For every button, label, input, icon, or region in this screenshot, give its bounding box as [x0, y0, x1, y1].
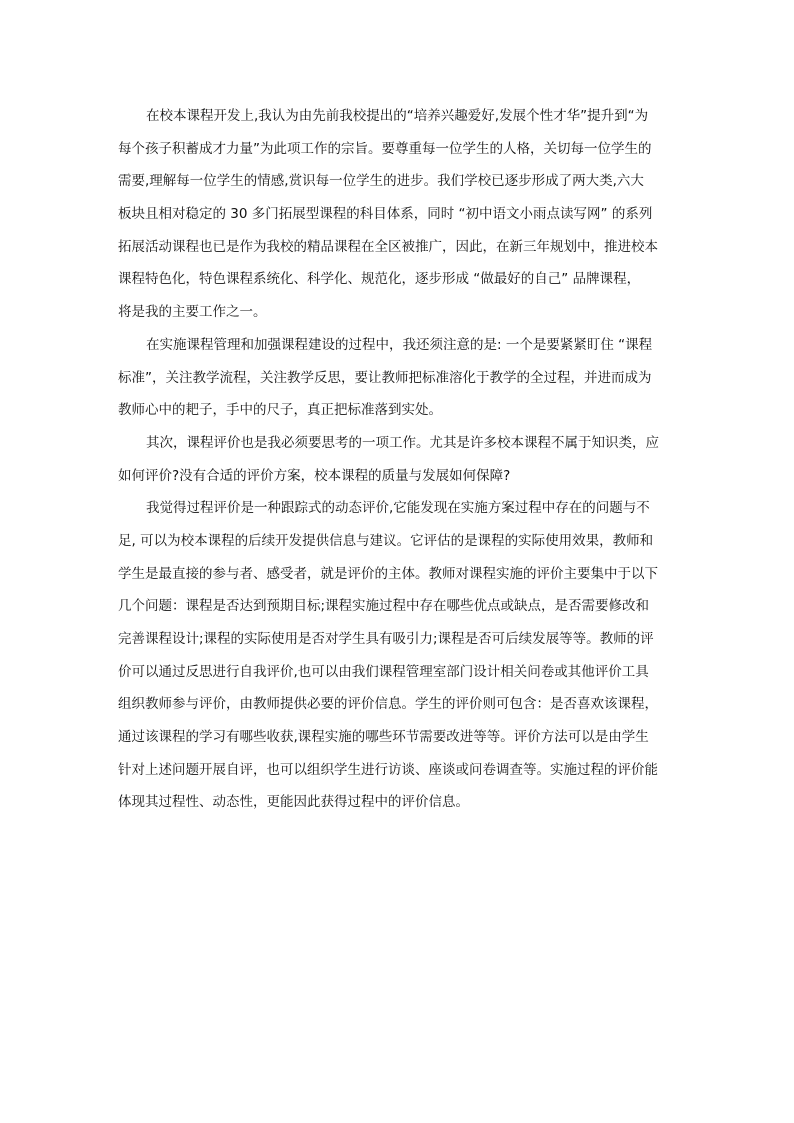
- paragraph-curriculum-development: [118, 100, 678, 329]
- text-line: 板块且相对稳定的 30 多门拓展型课程的科目体系，同时 “初中语文小雨点读写网” 的系列: [118, 206, 653, 223]
- paragraph-curriculum-management: [118, 329, 678, 427]
- text-line: 组织教师参与评价，由教师提供必要的评价信息。学生的评价则可包含：是否喜欢该课程，: [118, 696, 658, 713]
- text-line: 足, 可以为校本课程的后续开发提供信息与建议。它评估的是课程的实际使用效果，教师和: [118, 532, 654, 549]
- text-line: 在实施课程管理和加强课程建设的过程中，我还须注意的是: 一个是要紧紧盯住 “课程: [146, 336, 653, 353]
- text-line: 体现其过程性、动态性，更能因此获得过程中的评价信息。: [118, 794, 469, 811]
- text-line: 拓展活动课程也已是作为我校的精品课程在全区被推广，因此，在新三年规划中，推进校本: [118, 238, 658, 255]
- text-line: 将是我的主要工作之一。: [118, 304, 267, 321]
- text-line: 价可以通过反思进行自我评价,也可以由我们课程管理室部门设计相关问卷或其他评价工具: [118, 663, 649, 680]
- text-line: 完善课程设计;课程的实际使用是否对学生具有吸引力;课程是否可后续发展等等。教师的评: [118, 631, 654, 647]
- text-line: 课程特色化，特色课程系统化、科学化、规范化，逐步形成 “做最好的自己” 品牌课程，: [118, 271, 641, 288]
- paragraph-process-evaluation: [118, 492, 678, 819]
- text-line: 其次，课程评价也是我必须要思考的一项工作。尤其是许多校本课程不属于知识类，应: [146, 434, 659, 451]
- text-line: 需要,理解每一位学生的情感,赏识每一位学生的进步。我们学校已逐步形成了两大类,六大: [118, 173, 644, 190]
- text-line: 在校本课程开发上,我认为由先前我校提出的“培养兴趣爱好,发展个性才华”提升到“为: [146, 108, 649, 124]
- text-line: 教师心中的耙子，手中的尺子，真正把标准落到实处。: [118, 402, 442, 419]
- text-line: 通过该课程的学习有哪些收获,课程实施的哪些环节需要改进等等。评价方法可以是由学生: [118, 729, 649, 746]
- text-line: 学生是最直接的参与者、感受者，就是评价的主体。教师对课程实施的评价主要集中于以下: [118, 565, 658, 582]
- text-line: 每个孩子积蓄成才力量”为此项工作的宗旨。要尊重每一位学生的人格，关切每一位学生的: [118, 140, 652, 157]
- text-line: 如何评价?没有合适的评价方案，校本课程的质量与发展如何保障?: [118, 467, 511, 484]
- text-line: 针对上述问题开展自评，也可以组织学生进行访谈、座谈或问卷调查等。实施过程的评价能: [118, 761, 658, 778]
- text-line: 我觉得过程评价是一种跟踪式的动态评价,它能发现在实施方案过程中存在的问题与不: [146, 500, 650, 517]
- text-line: 标准”，关注教学流程，关注教学反思，要让教师把标准溶化于教学的全过程，并进而成为: [118, 369, 652, 386]
- paragraph-curriculum-evaluation: [118, 427, 678, 492]
- text-line: 几个问题：课程是否达到预期目标;课程实施过程中存在哪些优点或缺点，是否需要修改和: [118, 598, 650, 615]
- document-body: [118, 100, 678, 819]
